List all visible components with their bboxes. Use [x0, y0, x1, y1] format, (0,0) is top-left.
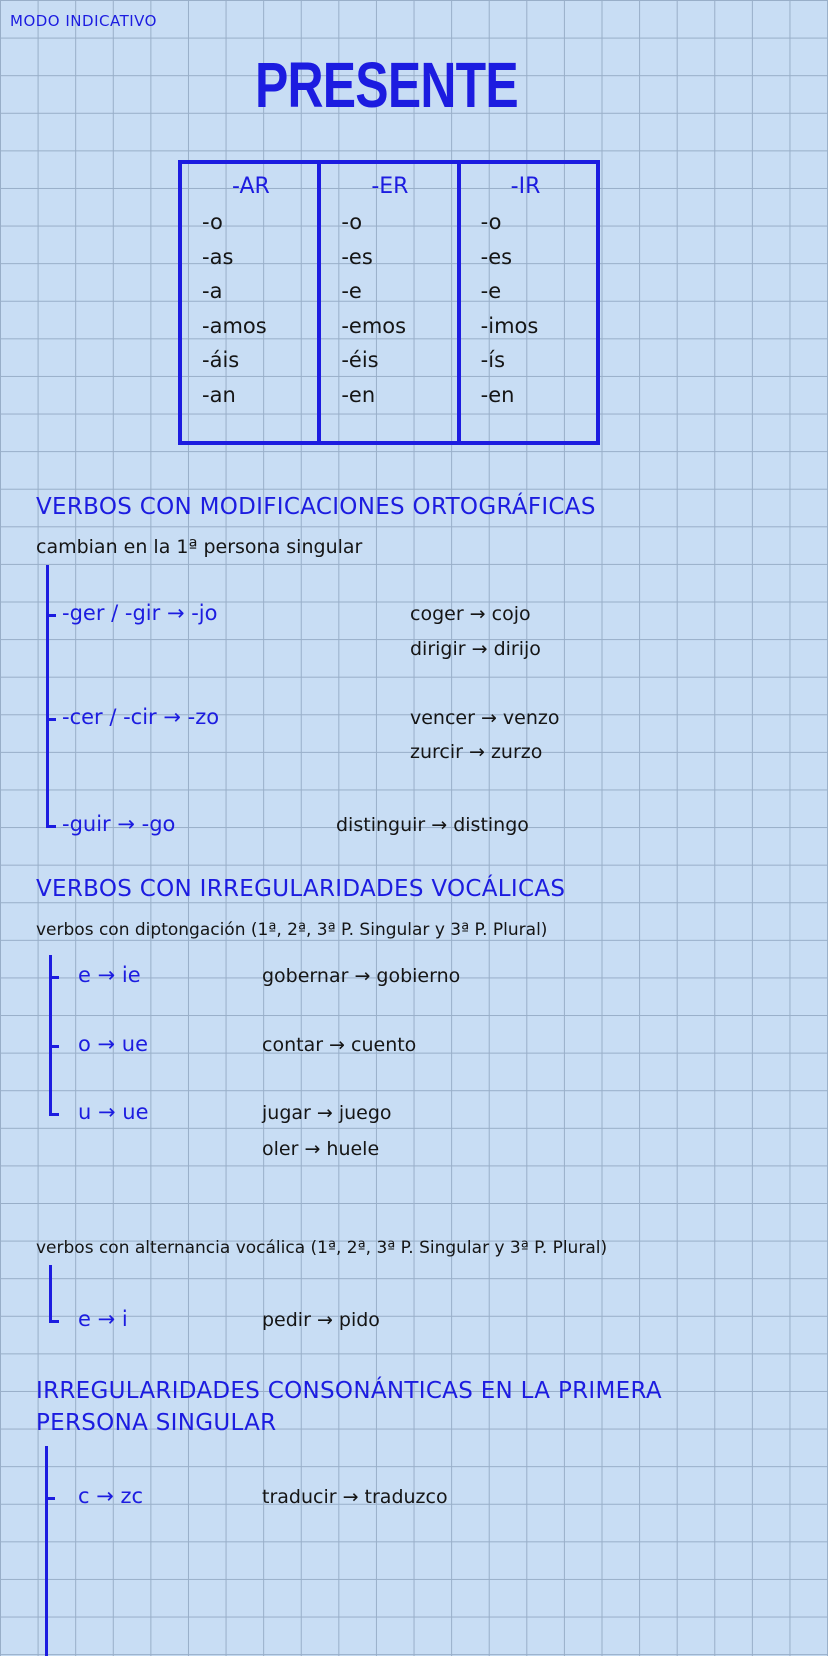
ending: -o: [341, 210, 363, 234]
ending: -o: [480, 210, 502, 234]
column-ar: [182, 164, 321, 441]
tree-branch: [46, 614, 56, 617]
column-header: -AR: [232, 174, 270, 199]
tree-branch: [46, 718, 56, 721]
section-subtitle: verbos con diptongación (1ª, 2ª, 3ª P. Singular y 3ª P. Plural): [36, 920, 548, 940]
tree-line: [45, 1446, 48, 1656]
ending: -es: [341, 244, 373, 269]
example: jugar → juego: [262, 1102, 392, 1124]
rule: c → zc: [78, 1484, 144, 1508]
endings-table: [178, 160, 600, 445]
column-header: -IR: [510, 174, 541, 199]
example: dirigir → dirijo: [410, 638, 541, 660]
example: gobernar → gobierno: [262, 965, 461, 987]
ending: -amos: [202, 313, 267, 338]
example: contar → cuento: [262, 1034, 417, 1056]
column-er: [321, 164, 460, 441]
column-ir: [461, 164, 596, 441]
ending: -as: [202, 244, 234, 269]
rule: o → ue: [78, 1032, 149, 1056]
ending: -e: [480, 279, 502, 303]
tree-branch: [49, 1320, 59, 1323]
ending: -en: [341, 382, 376, 407]
example: distinguir → distingo: [336, 814, 529, 836]
ending: -an: [202, 382, 236, 407]
ending: -ís: [480, 348, 506, 372]
rule: -cer / -cir → -zo: [62, 705, 220, 729]
rule: e → i: [78, 1307, 128, 1331]
rule: u → ue: [78, 1100, 149, 1124]
section-subtitle: verbos con alternancia vocálica (1ª, 2ª, 3ª P. Singular y 3ª P. Plural): [36, 1238, 608, 1258]
example: zurcir → zurzo: [410, 741, 543, 763]
ending: -áis: [202, 348, 240, 372]
page-title: PRESENTE: [255, 49, 518, 121]
ending: -a: [202, 279, 223, 303]
section-heading: IRREGULARIDADES CONSONÁNTICAS EN LA PRIMERA: [36, 1378, 662, 1404]
ending: -éis: [341, 348, 379, 372]
section-subtitle: cambian en la 1ª persona singular: [36, 536, 363, 558]
mode-label: MODO INDICATIVO: [10, 12, 157, 30]
rule: -guir → -go: [62, 812, 176, 836]
tree-line: [49, 955, 52, 1116]
example: traducir → traduzco: [262, 1486, 448, 1508]
tree-branch: [49, 976, 59, 979]
ending: -emos: [341, 313, 407, 338]
tree-line: [49, 1265, 52, 1323]
example: oler → huele: [262, 1138, 380, 1160]
section-heading-continued: PERSONA SINGULAR: [36, 1410, 277, 1436]
example: pedir → pido: [262, 1309, 380, 1331]
tree-branch: [49, 1045, 59, 1048]
rule: e → ie: [78, 963, 141, 987]
tree-branch: [46, 825, 56, 828]
section-heading: VERBOS CON MODIFICACIONES ORTOGRÁFICAS: [36, 494, 596, 520]
tree-line: [46, 565, 49, 827]
example: vencer → venzo: [410, 707, 560, 729]
tree-branch: [49, 1113, 59, 1116]
column-header: -ER: [371, 174, 409, 199]
tree-branch: [45, 1497, 55, 1500]
ending: -o: [202, 210, 223, 234]
ending: -e: [341, 279, 362, 303]
ending: -imos: [480, 313, 539, 338]
ending: -en: [480, 382, 515, 407]
example: coger → cojo: [410, 603, 531, 625]
rule: -ger / -gir → -jo: [62, 601, 218, 625]
section-heading: VERBOS CON IRREGULARIDADES VOCÁLICAS: [36, 876, 566, 902]
ending: -es: [480, 244, 513, 269]
